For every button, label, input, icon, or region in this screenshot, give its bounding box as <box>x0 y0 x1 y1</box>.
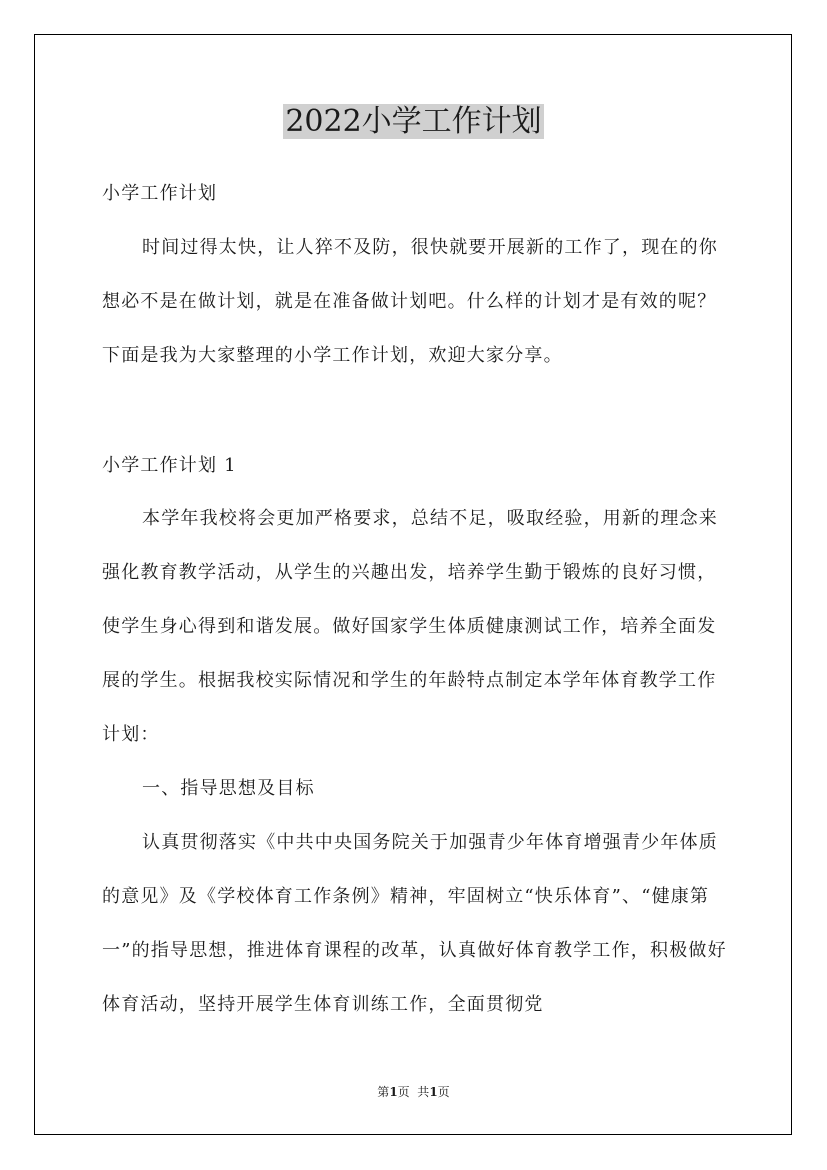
guiding-paragraph: 认真贯彻落实《中共中央国务院关于加强青少年体育增强青少年体质的意见》及《学校体育工作条例》精神，牢固树立“快乐体育”、“健康第一”的指导思想，推进体育课程的改革，认真做好体育教学工作，积极做好体育活动，坚持开展学生体育训练工作，全面贯彻党 <box>102 832 727 1015</box>
page-footer <box>0 1084 827 1100</box>
document-title <box>0 104 827 140</box>
footer-page-total: 1 <box>429 1085 438 1099</box>
section-heading: 小学工作计划 1 <box>102 455 237 476</box>
intro-paragraph: 时间过得太快，让人猝不及防，很快就要开展新的工作了，现在的你想必不是在做计划，就是在准备做计划吧。什么样的计划才是有效的呢？下面是我为大家整理的小学工作计划，欢迎大家分享。 <box>102 237 718 366</box>
section-paragraph: 本学年我校将会更加严格要求，总结不足，吸取经验，用新的理念来强化教育教学活动，从学生的兴趣出发，培养学生勤于锻炼的良好习惯，使学生身心得到和谐发展。做好国家学生体质健康测试工作，培养全面发展的学生。根据我校实际情况和学生的年龄特点制定本学年体育教学工作计划： <box>102 508 718 745</box>
footer-page-suffix: 页 <box>437 1085 450 1099</box>
document-subtitle: 小学工作计划 <box>102 183 218 204</box>
footer-page-mid: 页 共 <box>397 1085 430 1099</box>
document-title-text: 2022小学工作计划 <box>285 104 542 139</box>
footer-page-current: 1 <box>389 1085 398 1099</box>
footer-page-prefix: 第 <box>377 1085 390 1099</box>
sub-heading: 一、指导思想及目标 <box>142 778 315 799</box>
